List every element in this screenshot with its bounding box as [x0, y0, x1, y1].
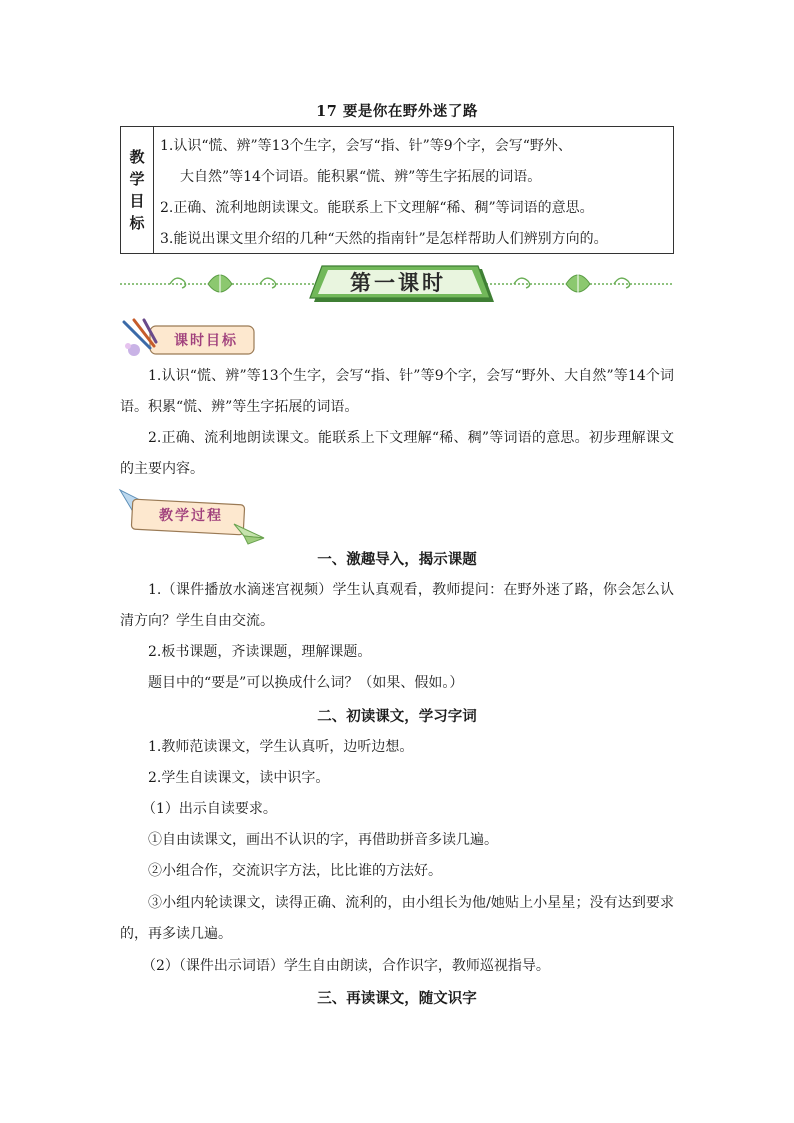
section-heading: 一、激趣导入，揭示课题	[317, 551, 477, 568]
teaching-goals-label	[121, 127, 154, 253]
goal-row: 2.正确、流利地朗读课文。能联系上下文理解“稀、稠”等词语的意思。	[160, 200, 594, 216]
process-paragraph: 2.学生自读课文，读中识字。	[148, 770, 330, 786]
process-paragraph: 1.（课件播放水滴迷宫视频）学生认真观看，教师提问：在野外迷了路，你会怎么认清方向？学生自由交流。	[120, 582, 674, 629]
goal-row: 3.能说出课文里介绍的几种“天然的指南针”是怎样帮助人们辨别方向的。	[160, 231, 608, 247]
period-goal-paragraph: 2.正确、流利地朗读课文。能联系上下文理解“稀、稠”等词语的意思。初步理解课文的主要内容。	[120, 430, 674, 477]
process-paragraph: ①自由读课文，画出不认识的字，再借助拼音多读几遍。	[148, 832, 498, 848]
teaching-goals-table	[120, 126, 674, 254]
label-char: 学	[129, 170, 145, 188]
label-char: 标	[129, 214, 145, 232]
lesson-title: 17 要是你在野外迷了路	[316, 103, 478, 120]
leaf-icon	[208, 270, 232, 298]
teaching-process-tag-text: 教学过程	[159, 508, 223, 524]
label-char: 教	[129, 148, 145, 166]
section-heading: 二、初读课文，学习字词	[317, 708, 477, 725]
process-paragraph: 题目中的“要是”可以换成什么词？（如果、假如。）	[148, 675, 464, 691]
leaf-icon	[566, 270, 590, 298]
process-paragraph: ②小组合作，交流识字方法，比比谁的方法好。	[148, 863, 442, 879]
process-paragraph: 1.教师范读课文，学生认真听，边听边想。	[148, 739, 414, 755]
process-paragraph: ③小组内轮读课文，读得正确、流利的，由小组长为他/她贴上小星星；没有达到要求的，再多读几遍。	[120, 895, 674, 942]
section-heading: 三、再读课文，随文识字	[317, 990, 477, 1007]
process-paragraph: （1）出示自读要求。	[142, 801, 277, 817]
label-char: 目	[129, 192, 145, 210]
period-goals-tag-text: 课时目标	[174, 333, 238, 349]
banner-text: 第一课时	[350, 271, 446, 295]
goal-row: 大自然”等14个词语。能积累“慌、辨”等生字拓展的词语。	[180, 169, 542, 185]
process-paragraph: （2）（课件出示词语）学生自由朗读，合作识字，教师巡视指导。	[142, 958, 550, 974]
goal-row: 1.认识“慌、辨”等13个生字，会写“指、针”等9个字，会写“野外、	[160, 138, 572, 154]
teaching-goals-list	[154, 127, 673, 253]
process-paragraph: 2.板书课题，齐读课题，理解课题。	[148, 644, 372, 660]
period-goal-paragraph: 1.认识“慌、辨”等13个生字，会写“指、针”等9个字，会写“野外、大自然”等14个词语。积累“慌、辨”等生字拓展的词语。	[120, 368, 674, 415]
